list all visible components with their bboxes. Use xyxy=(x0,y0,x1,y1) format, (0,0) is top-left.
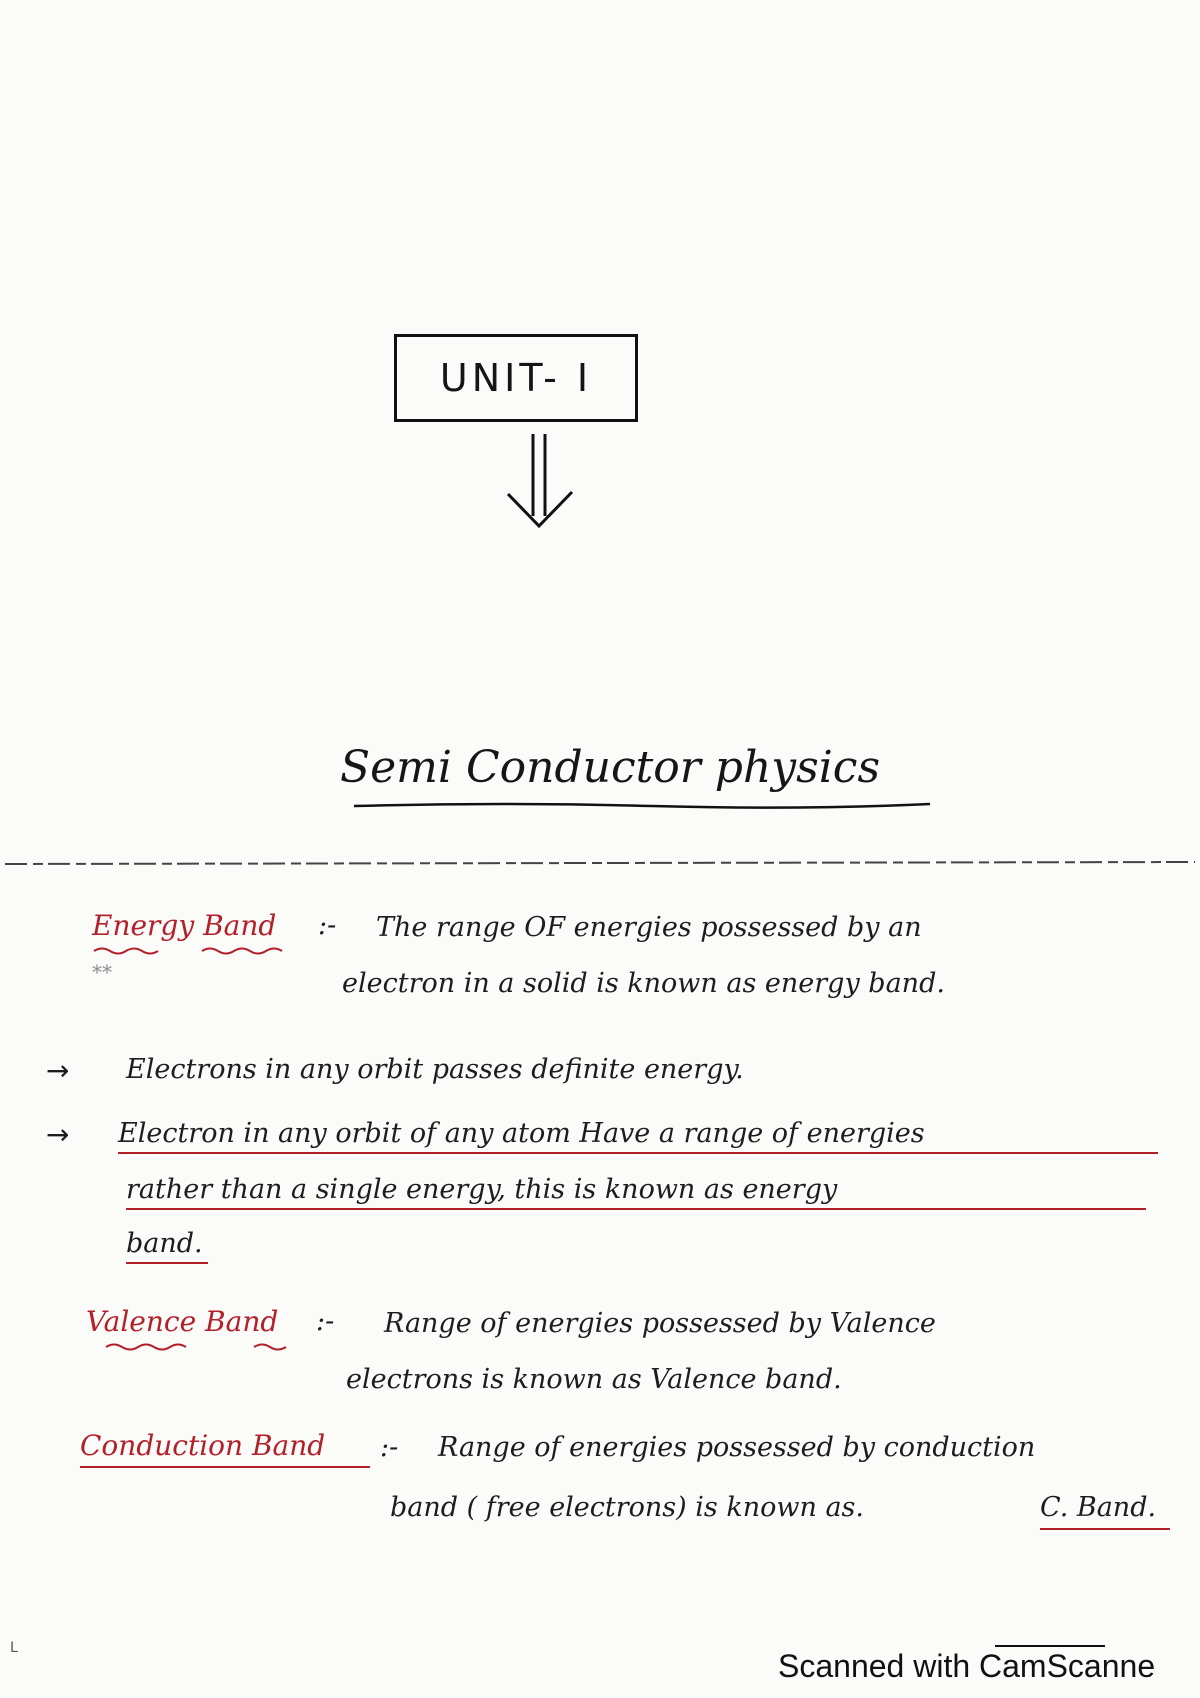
bullet-2-line3: band. xyxy=(126,1228,203,1259)
bullet-2-line2: rather than a single energy, this is known as energy xyxy=(126,1174,838,1205)
bullet-arrow-icon: → xyxy=(46,1054,70,1087)
conduction-band-separator: :- xyxy=(380,1432,399,1463)
valence-band-def-line1: Range of energies possessed by Valence xyxy=(384,1308,936,1339)
conduction-band-def-line1: Range of energies possessed by conduction xyxy=(438,1432,1036,1463)
valence-band-separator: :- xyxy=(316,1306,335,1337)
conduction-band-def-line2: band ( free electrons) is known as. xyxy=(390,1492,864,1523)
energy-band-separator: :- xyxy=(318,910,337,941)
bullet-arrow-icon: → xyxy=(46,1118,70,1151)
term-energy-band: Energy Band xyxy=(92,909,277,942)
valence-band-def-line2: electrons is known as Valence band. xyxy=(346,1364,842,1395)
conduction-band-abbrev: C. Band. xyxy=(1040,1492,1157,1523)
unit-box xyxy=(394,334,638,422)
bullet-2-line1: Electron in any orbit of any atom Have a range of energies xyxy=(118,1118,925,1149)
energy-band-def-line2: electron in a solid is known as energy band. xyxy=(342,968,945,999)
highlight-underline xyxy=(126,1208,1146,1210)
term-conduction-band: Conduction Band xyxy=(80,1429,326,1462)
energy-band-def-line1: The range OF energies possessed by an xyxy=(376,912,922,943)
corner-mark: L xyxy=(10,1640,18,1656)
term-wavy-underline xyxy=(104,1342,314,1352)
importance-mark: ** xyxy=(92,960,112,984)
page-title: Semi Conductor physics xyxy=(340,742,881,793)
abbrev-underline xyxy=(1040,1528,1170,1530)
highlight-underline xyxy=(118,1152,1158,1154)
bullet-1-text: Electrons in any orbit passes definite energy. xyxy=(126,1054,744,1085)
double-down-arrow-icon xyxy=(500,432,580,528)
term-valence-band: Valence Band xyxy=(86,1305,279,1338)
title-underline xyxy=(352,798,932,812)
scanner-watermark: Scanned with CamScanne xyxy=(778,1648,1156,1684)
highlight-underline xyxy=(126,1262,208,1264)
section-divider xyxy=(0,858,1200,870)
unit-label: UNIT- I xyxy=(439,356,593,400)
footer-rule xyxy=(995,1645,1105,1647)
term-wavy-underline xyxy=(92,946,312,956)
term-underline xyxy=(80,1466,370,1468)
